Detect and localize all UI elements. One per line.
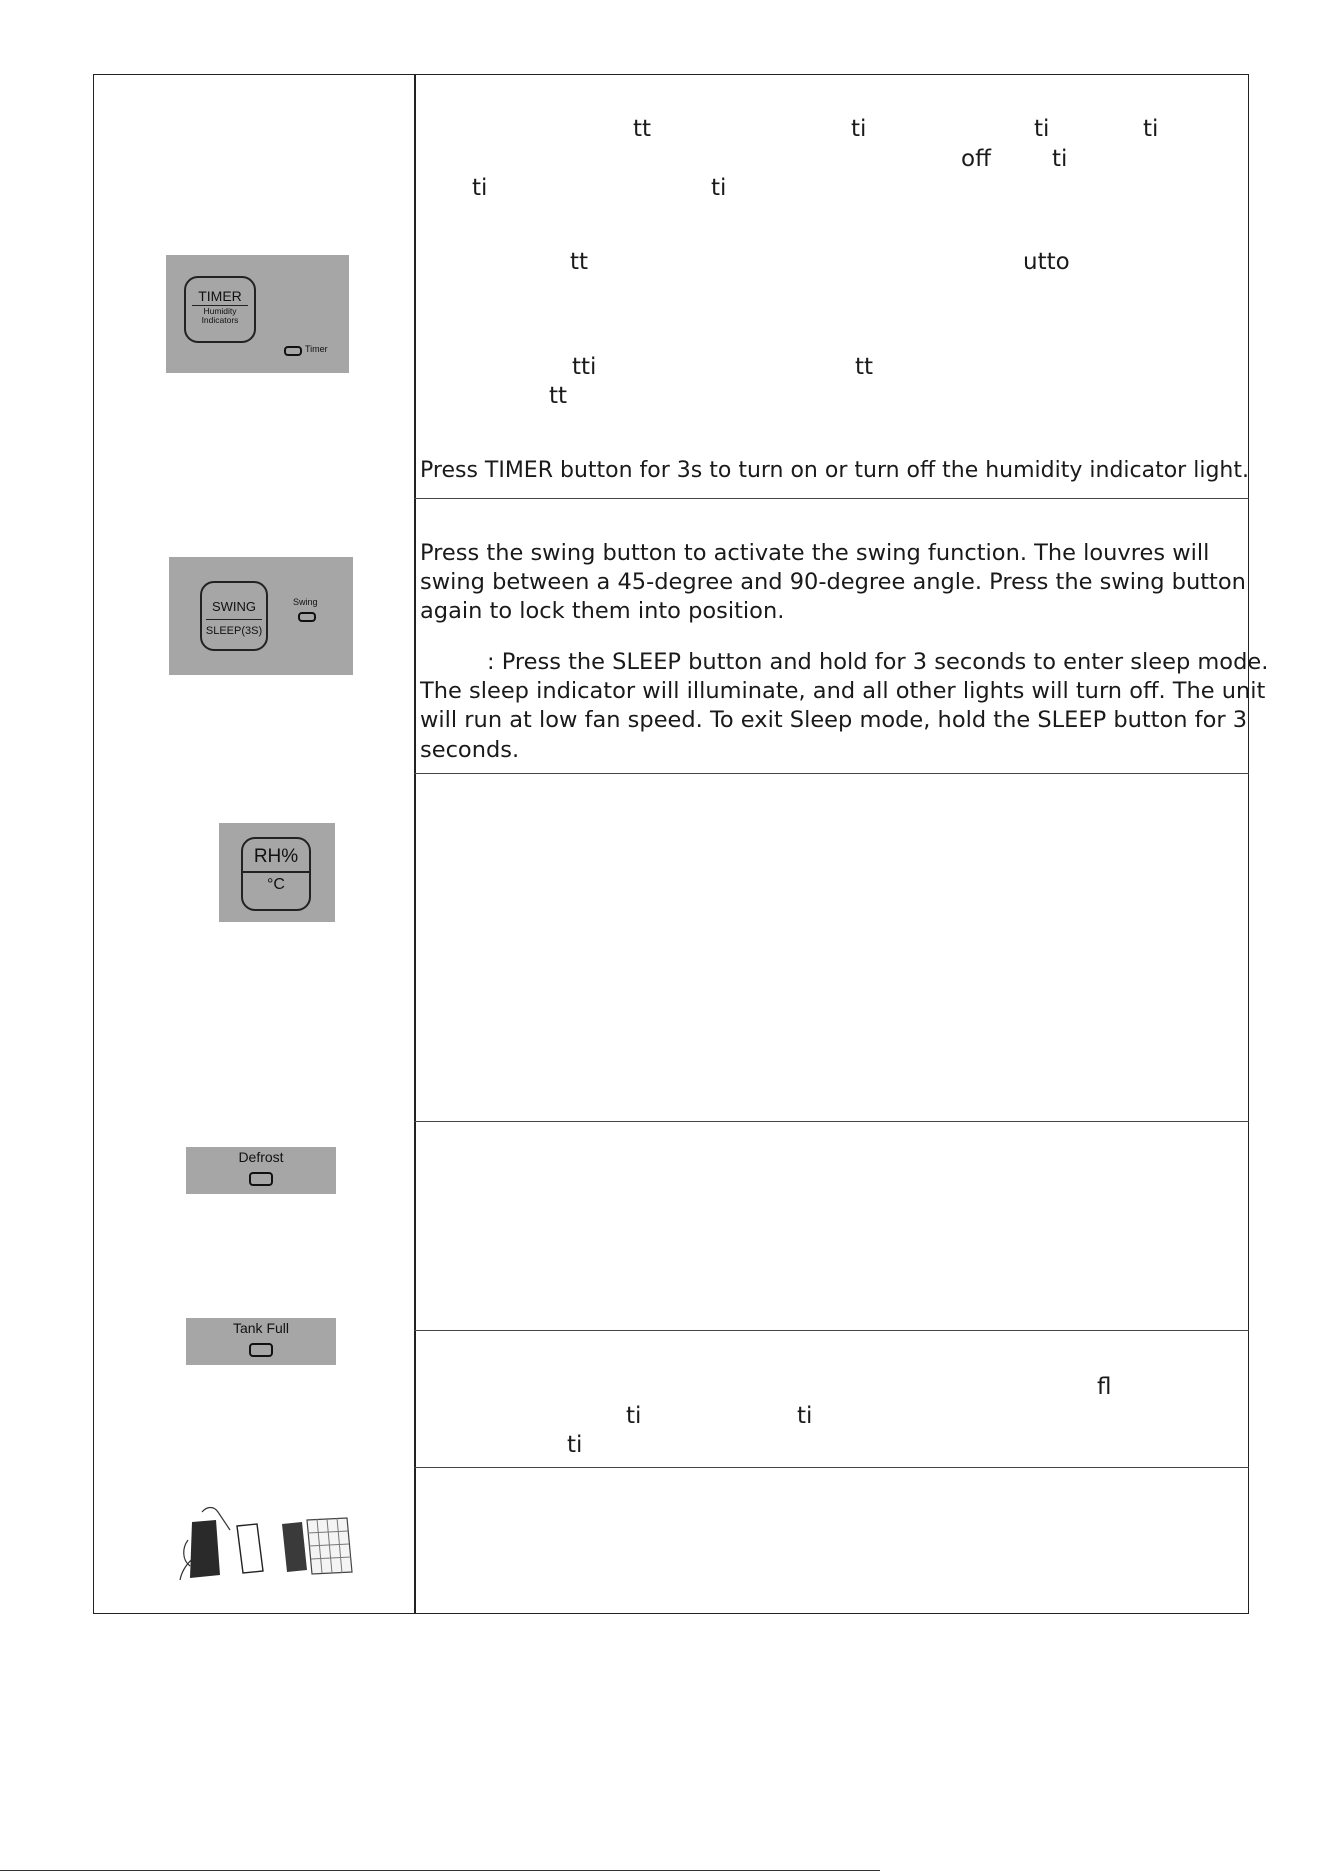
swing-led-label: Swing	[293, 597, 318, 607]
text-fragment: utto	[1023, 249, 1070, 275]
text-fragment: ti	[1052, 146, 1068, 172]
swing-panel	[169, 557, 353, 675]
text-fragment: ti	[626, 1403, 642, 1429]
defrost-label: Defrost	[238, 1149, 284, 1165]
timer-button[interactable]	[184, 276, 256, 343]
text-fragment: tt	[855, 354, 874, 380]
defrost-panel	[186, 1147, 336, 1194]
text-fragment: off	[961, 146, 991, 172]
rh-temp-button[interactable]	[241, 837, 311, 911]
text-fragment: ti	[472, 175, 488, 201]
timer-button-sublabel: Humidity Indicators	[201, 306, 239, 325]
timer-button-label: TIMER	[198, 288, 242, 304]
text-fragment: fl	[1097, 1374, 1112, 1400]
rh-panel	[219, 823, 335, 922]
sleep-line-4: seconds.	[420, 737, 520, 763]
timer-note: Press TIMER button for 3s to turn on or turn off the humidity indicator light.	[420, 458, 1249, 483]
swing-line-1: Press the swing button to activate the swing function. The louvres will	[420, 540, 1210, 566]
text-fragment: tt	[633, 116, 652, 142]
sleep-line-3: will run at low fan speed. To exit Sleep mode, hold the SLEEP button for 3	[420, 707, 1248, 733]
timer-led-icon	[284, 346, 302, 356]
text-fragment: ti	[711, 175, 727, 201]
timer-panel	[166, 255, 349, 373]
row-divider-3	[414, 1121, 1249, 1122]
swing-led-icon	[298, 612, 316, 622]
tank-full-label: Tank Full	[232, 1320, 290, 1336]
swing-line-2: swing between a 45-degree and 90-degree angle. Press the swing button	[420, 569, 1246, 595]
filter-illustration-icon	[172, 1500, 362, 1590]
tank-full-panel	[186, 1318, 336, 1365]
text-fragment: ti	[851, 116, 867, 142]
defrost-led-icon	[249, 1172, 273, 1186]
text-fragment: ti	[567, 1432, 583, 1458]
column-divider	[414, 74, 416, 1614]
swing-button-label: SWING	[211, 599, 257, 614]
page-bottom-rule	[0, 1870, 880, 1871]
swing-sleep-button[interactable]	[200, 581, 268, 651]
text-fragment: tti	[572, 354, 597, 380]
row-divider-4	[414, 1330, 1249, 1331]
sleep-line-1: : Press the SLEEP button and hold for 3 seconds to enter sleep mode.	[487, 649, 1269, 675]
text-fragment: ti	[1034, 116, 1050, 142]
rh-label: RH%	[253, 846, 299, 867]
swing-line-3: again to lock them into position.	[420, 598, 785, 624]
temp-label: °C	[267, 876, 285, 893]
text-fragment: tt	[549, 383, 568, 409]
text-fragment: tt	[570, 249, 589, 275]
row-divider-1	[414, 498, 1249, 499]
text-fragment: ti	[1143, 116, 1159, 142]
row-divider-2	[414, 773, 1249, 774]
sleep-button-label: SLEEP(3S)	[205, 625, 263, 637]
timer-led-label: Timer	[305, 344, 328, 354]
sleep-line-2: The sleep indicator will illuminate, and all other lights will turn off. The unit	[420, 678, 1266, 704]
row-divider-5	[414, 1467, 1249, 1468]
tank-full-led-icon	[249, 1343, 273, 1357]
text-fragment: ti	[797, 1403, 813, 1429]
